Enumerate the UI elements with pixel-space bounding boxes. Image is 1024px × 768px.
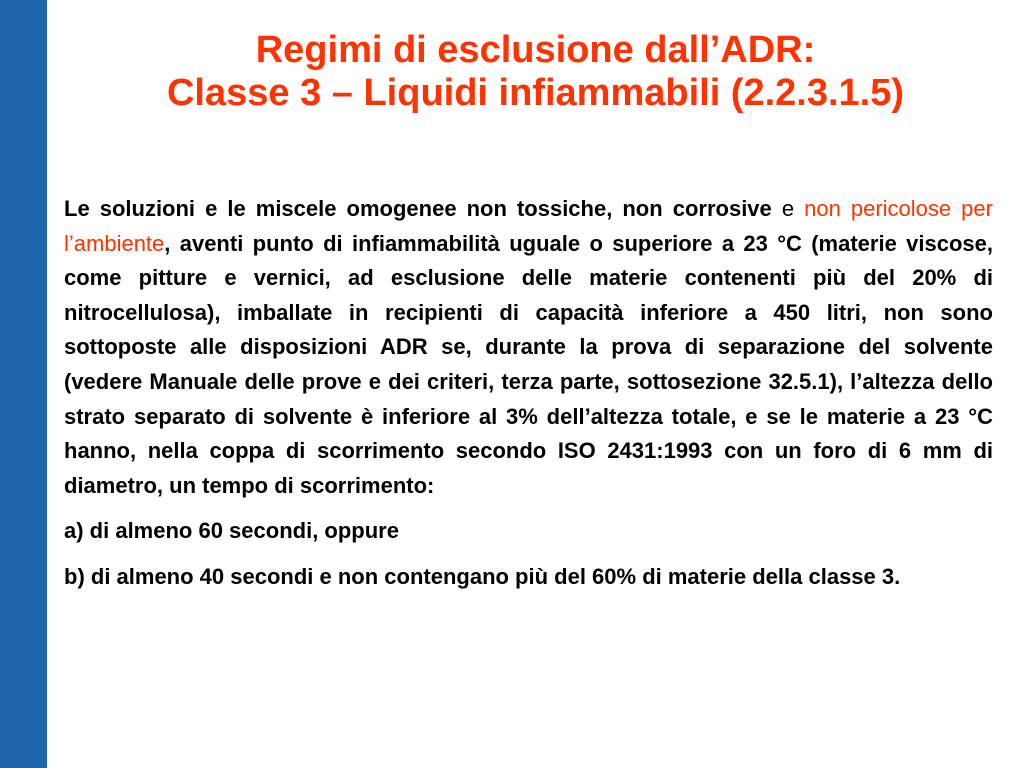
title-line-2: Classe 3 – Liquidi infiammabili (2.2.3.1.5) [166,72,905,114]
intro-paragraph [64,192,993,503]
intro-text-part-2: , aventi punto di infiammabilità uguale o superiore a 23 °C (materie viscose, come pitture e vernici, ad esclusione delle materie contenenti più del 20% di nitrocellulosa), imballate in recipienti di capacità inferiore a 450 litri, non sono sottoposte alle disposizioni ADR se, durante la prova di separazione del solvente (vedere Manuale delle prove e dei criteri, terza parte, sottosezione 32.5.1), l’altezza dello strato separato di solvente è inferiore al 3% dell’altezza totale, e se le materie a 23 °C hanno, nella coppa di scorrimento secondo ISO 2431:1993 con un foro di 6 mm di diametro, un tempo di scorrimento: [64,230,993,498]
intro-text-part-1: Le soluzioni e le miscele omogenee non tossiche, non corrosive [64,196,772,221]
list-item-a: a) di almeno 60 secondi, oppure [64,518,399,544]
highlighted-phrase: non pericolose per l’ambiente [64,196,993,256]
list-item-b: b) di almeno 40 secondi e non contengano più del 60% di materie della classe 3. [64,563,901,589]
intro-connector: e [771,196,805,221]
slide-title [47,29,1024,115]
title-line-1: Regimi di esclusione dall’ADR: [255,29,816,71]
side-accent-bar [0,0,47,768]
slide-body [64,192,993,595]
